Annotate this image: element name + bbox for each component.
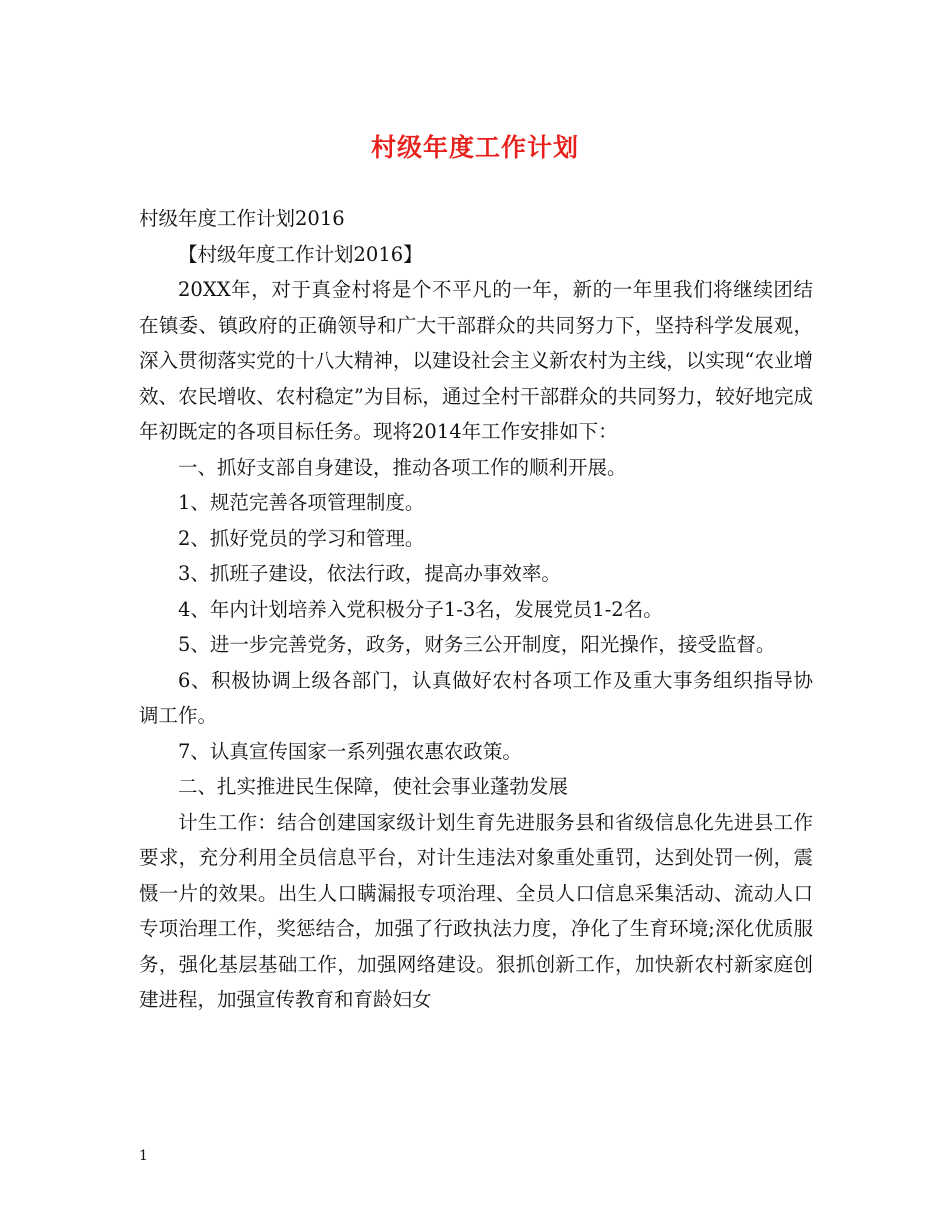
list-item: 4、年内计划培养入党积极分子1-3名，发展党员1-2名。	[178, 597, 663, 621]
intro-paragraph: 20XX年，对于真金村将是个不平凡的一年，新的一年里我们将继续团结在镇委、镇政府的正确领导和广大干部群众的共同努力下，坚持科学发展观，深入贯彻落实党的十八大精神，以建设社会主义新农村为主线，以实现“农业增效、农民增收、农村稳定”为目标，通过全村干部群众的共同努力，较好地完成年初既定的各项目标任务。现将2014年工作安排如下：	[139, 278, 813, 443]
list-item: 2、抓好党员的学习和管理。	[178, 526, 425, 550]
document-body	[139, 201, 813, 1018]
subtitle-line: 村级年度工作计划2016	[139, 207, 345, 230]
section-heading-2: 二、扎实推进民生保障，使社会事业蓬勃发展	[178, 775, 569, 798]
list-item: 7、认真宣传国家一系列强农惠农政策。	[178, 739, 522, 763]
document-title: 村级年度工作计划	[370, 133, 579, 162]
bracket-heading: 【村级年度工作计划2016】	[178, 242, 423, 266]
list-item: 5、进一步完善党务，政务，财务三公开制度，阳光操作，接受监督。	[178, 633, 776, 656]
list-item: 6、积极协调上级各部门，认真做好农村各项工作及重大事务组织指导协调工作。	[139, 668, 813, 727]
section-heading-1: 一、抓好支部自身建设，推动各项工作的顺利开展。	[178, 455, 627, 479]
list-item: 1、规范完善各项管理制度。	[178, 491, 425, 514]
list-item: 3、抓班子建设，依法行政，提高办事效率。	[178, 562, 561, 585]
family-planning-paragraph: 计生工作：结合创建国家级计划生育先进服务县和省级信息化先进县工作要求，充分利用全员信息平台，对计生违法对象重处重罚，达到处罚一例，震慑一片的效果。出生人口瞒漏报专项治理、全员人口信息采集活动、流动人口专项治理工作，奖惩结合，加强了行政执法力度，净化了生育环境;深化优质服务，强化基层基础工作，加强网络建设。狠抓创新工作，加快新农村新家庭创建进程，加强宣传教育和育龄妇女	[139, 810, 813, 1011]
page-number: 1	[139, 1148, 148, 1164]
